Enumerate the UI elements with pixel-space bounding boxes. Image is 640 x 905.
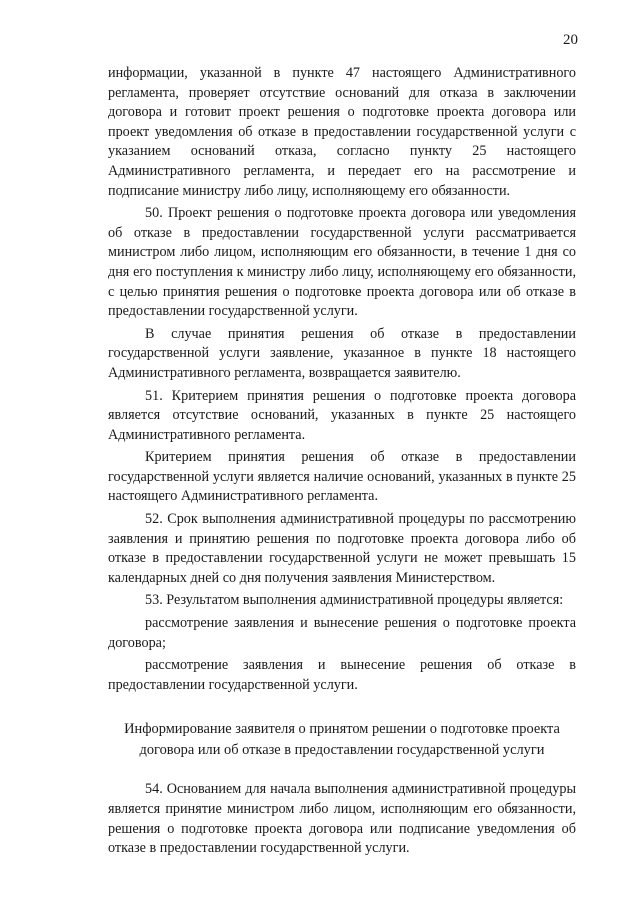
document-body xyxy=(108,64,576,862)
paragraph-50: 50. Проект решения о подготовке проекта договора или уведомления об отказе в предоставлении государственной услуги рассматривается министром либо лицом, исполняющим его обязанности, в течение 1 дня со дня его поступления к министру либо лицу, исполняющему его обязанности, с целью принятия решения о подготовке проекта договора или об отказе в предоставлении государственной услуги. xyxy=(108,205,576,320)
paragraph-result-contract: рассмотрение заявления и вынесение решения о подготовке проекта договора; xyxy=(108,615,576,651)
section-heading: Информирование заявителя о принятом решении о подготовке проекта договора или об отказе в предоставлении государственной услуги xyxy=(124,721,560,759)
paragraph-53: 53. Результатом выполнения административной процедуры является: xyxy=(145,592,564,609)
paragraph-continuation: информации, указанной в пункте 47 настоящего Административного регламента, проверяет отсутствие оснований для отказа в заключении договора и готовит проект решения о подготовке проекта договора или проект уведомления об отказе в предоставлении государственной услуги с указанием оснований отказа, согласно пункту 25 настоящего Административного регламента, и передает его на рассмотрение и подписание министру либо лицу, исполняющему его обязанности. xyxy=(108,65,576,199)
paragraph-refusal-return: В случае принятия решения об отказе в предоставлении государственной услуги заявление, указанное в пункте 18 настоящего Административного регламента, возвращается заявителю. xyxy=(108,325,576,381)
paragraph-52: 52. Срок выполнения административной процедуры по рассмотрению заявления и принятию решения по подготовке проекта договора либо об отказе в предоставлении государственной услуги не может превышать 15 календарных дней со дня получения заявления Министерством. xyxy=(108,511,576,586)
paragraph-result-refusal: рассмотрение заявления и вынесение решения об отказе в предоставлении государственной услуги. xyxy=(108,657,576,693)
paragraph-refusal-criterion: Критерием принятия решения об отказе в предоставлении государственной услуги является наличие оснований, указанных в пункте 25 настоящего Административного регламента. xyxy=(108,449,576,505)
page-number: 20 xyxy=(563,32,578,48)
paragraph-54: 54. Основанием для начала выполнения административной процедуры является принятие министром либо лицом, исполняющим его обязанности, решения о подготовке проекта договора или подписание уведомления об отказе в предоставлении государственной услуги. xyxy=(108,781,576,857)
paragraph-51: 51. Критерием принятия решения о подготовке проекта договора является отсутствие оснований, указанных в пункте 25 настоящего Административного регламента. xyxy=(108,387,576,443)
